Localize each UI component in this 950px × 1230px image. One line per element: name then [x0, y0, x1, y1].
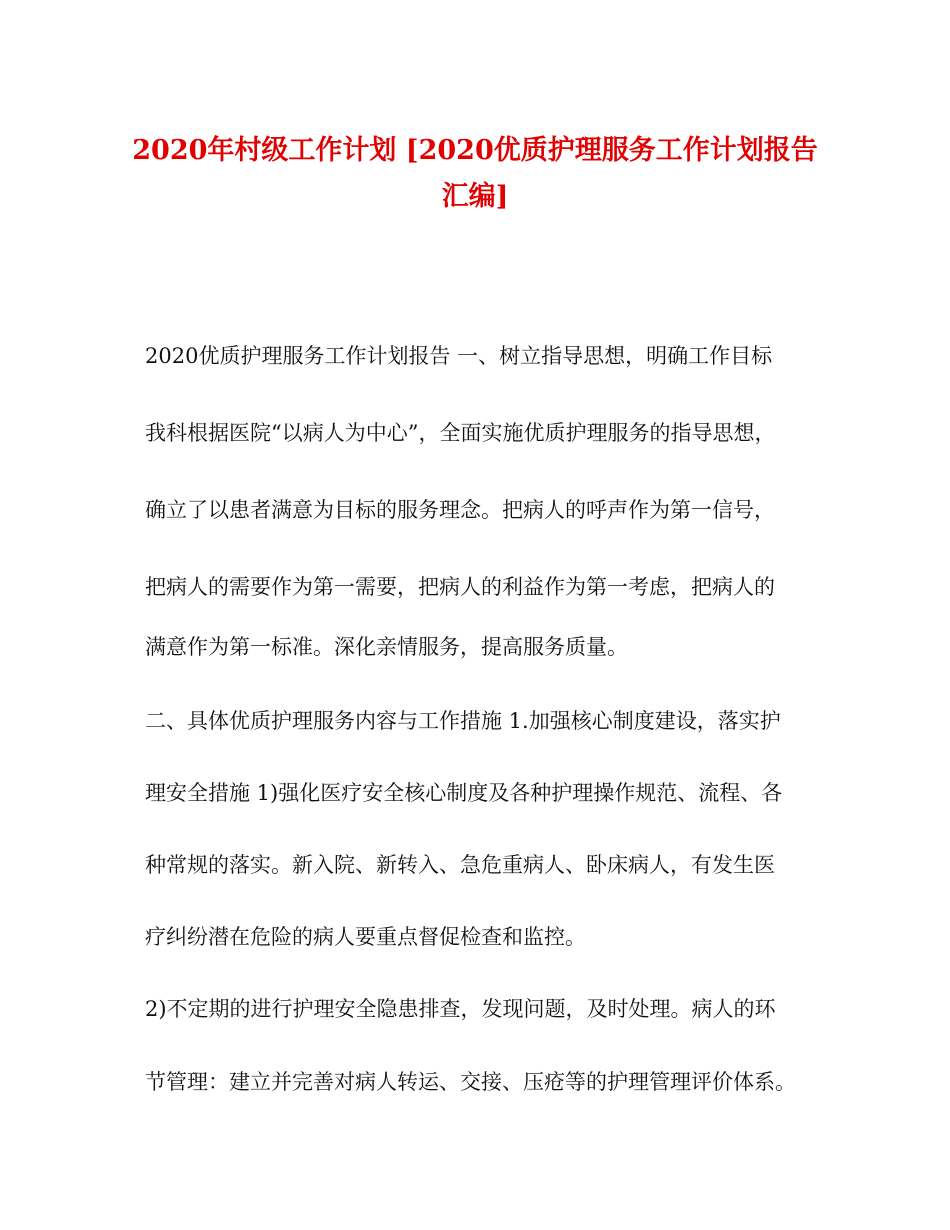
body-line: 2020优质护理服务工作计划报告 一、树立指导思想，明确工作目标	[145, 344, 773, 368]
body-line: 确立了以患者满意为目标的服务理念。把病人的呼声作为第一信号，	[145, 498, 775, 522]
body-line: 我科根据医院“以病人为中心”，全面实施优质护理服务的指导思想，	[145, 421, 776, 445]
body-line: 把病人的需要作为第一需要，把病人的利益作为第一考虑，把病人的	[145, 575, 775, 599]
body-line: 二、具体优质护理服务内容与工作措施 1.加强核心制度建设，落实护	[145, 709, 781, 733]
body-line: 满意作为第一标准。深化亲情服务，提高服务质量。	[145, 635, 628, 659]
body-line: 种常规的落实。新入院、新转入、急危重病人、卧床病人，有发生医	[145, 853, 775, 877]
body-line: 理安全措施 1)强化医疗安全核心制度及各种护理操作规范、流程、各	[145, 781, 783, 805]
body-line: 节管理：建立并完善对病人转运、交接、压疮等的护理管理评价体系。	[145, 1070, 796, 1094]
body-line: 疗纠纷潜在危险的病人要重点督促检查和监控。	[145, 925, 586, 949]
body-line: 2)不定期的进行护理安全隐患排查，发现问题，及时处理。病人的环	[145, 997, 776, 1021]
document-title: 2020年村级工作计划 [2020优质护理服务工作计划报告汇编]	[132, 135, 818, 212]
